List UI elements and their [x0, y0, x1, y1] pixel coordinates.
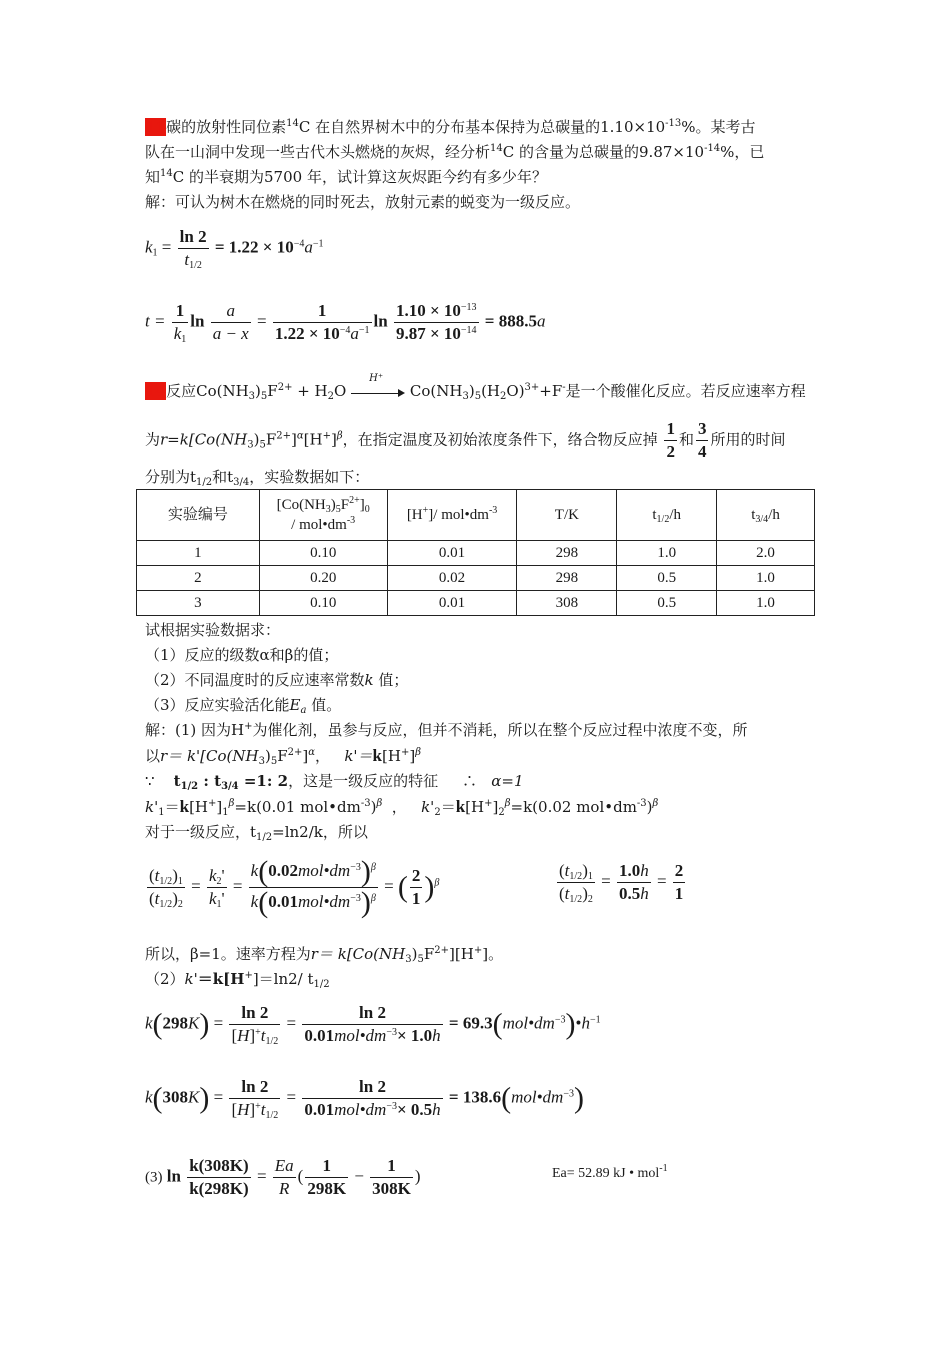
problem-number-11: 11 [146, 118, 166, 136]
table-header: $t_{1/2}/h$ [617, 490, 717, 541]
problem-number-14: 14 [146, 382, 166, 400]
table-row: 3 0.10 0.01 308 0.5 1.0 [137, 591, 815, 616]
equation-k-298: k(298K) = $\frac{\ln 2}{[H]^+t_{1/2}}$ = $\frac{\ln 2}{0.01mol•dm^{-3}\times 1.0h}$ = $69.3(mol•dm^{-3})•h^{-1}$ [145, 1003, 601, 1047]
question-2: （2）不同温度时的反应速率常数k 值； [145, 671, 409, 689]
problem-14-line1: 14反应$Co(NH_3)_5F^{2+} + H_2O$ H⁺ $Co(NH_3)_5(H_2O)^{3+}+F^-$是一个酸催化反应。若反应速率方程 [146, 373, 806, 402]
equation-k1: $k_1$ = $\frac{\ln 2}{t_{1/2}}$ = $1.22 \times 10^{-4}a^{-1}$ [145, 227, 324, 271]
problem-14-line3: 分别为$t_{1/2}$和$t_{3/4}$，实验数据如下： [145, 468, 370, 488]
table-header: [H+]/ $mol•dm^{-3}$ [387, 490, 517, 541]
equation-activation-energy: (3) ln $\frac{k(308K)}{k(298K)}$ = $\frac{Ea}{R}$ ( $\frac{1}{298K}$ − $\frac{1}{308K}$ ) [145, 1156, 421, 1198]
solution-1-text: 解：(1) 因为H+为催化剂，虽参与反应，但并不消耗，所以在整个反应过程中浓度不变，所 [145, 721, 748, 739]
reaction-arrow-icon: H⁺ [351, 385, 405, 399]
solution-beta-text: 所以，β=1。速率方程为$r= k[Co(NH_3)_5F^{2+}][H^+]$。 （2）k'＝k[H+]＝ln2/ $t_{1/2}$ [145, 945, 504, 990]
question-1: （1）反应的级数α和β的值； [145, 646, 339, 664]
table-row: 1 0.10 0.01 298 1.0 2.0 [137, 541, 815, 566]
problem-14-line2: 为$r=k[Co(NH_3)_5F^{2+}]^\alpha[H^+]^\beta$，在指定温度及初始浓度条件下，络合物反应掉 $\frac{1}{2}$ 和 $\frac{3}{4}$ 所用的时间 [145, 419, 786, 461]
table-header: $[Co(NH_3)_5F^{2+}]_0$ / $mol•dm^{-3}$ [259, 490, 387, 541]
equation-t: t = $\frac{1}{k_1}$ ln $\frac{a}{a - x}$ = $\frac{1}{1.22 \times 10^{-4}a^{-1}}$ ln $\frac{1.10 \times 10^{-13}}{9.87 \times 10^{-14}}$ = 888.5a [145, 301, 546, 345]
table-header: $t_{3/4}/h$ [717, 490, 815, 541]
solution-11-intro: 解：可认为树木在燃烧的同时死去，放射元素的蜕变为一级反应。 [145, 193, 581, 211]
table-header: T/K [517, 490, 617, 541]
activation-energy-result: Ea= 52.89 kJ • mol$^{-1}$ [552, 1163, 668, 1181]
table-header-row [137, 490, 815, 541]
equation-half-life-ratio: $\frac{(t_{1/2})_1}{(t_{1/2})_2}$ = $\frac{k_2'}{k_1'}$ = $\frac{k(0.02mol•dm^{-3})^\beta}{k(0.01mol•dm^{-3})^\beta}$ = ( $\frac{2}{1}$ )$^\beta$ [149, 855, 440, 919]
equation-k-308: k(308K) = $\frac{\ln 2}{[H]^+t_{1/2}}$ = $\frac{\ln 2}{0.01mol•dm^{-3}\times 0.5h}$ = $138.6(mol•dm^{-3})$ [145, 1077, 584, 1121]
experiment-data-table [136, 489, 815, 616]
table-header: 实验编号 [137, 490, 260, 541]
equation-hours-ratio: $\frac{(t_{1/2})_1}{(t_{1/2})_2}$ = $\frac{1.0h}{0.5h}$ = $\frac{2}{1}$ [559, 861, 684, 905]
problem-11-text: 11碳的放射性同位素$^{14}$C 在自然界树木中的分布基本保持为总碳量的$1.10\times 10^{-13}\%$。某考古 队在一山洞中发现一些古代木头燃烧的灰烬，经分析$^{14}$C 的含量为总碳量的$9.87\times 10^{-14}\%$，已 知$^{14}$C 的半衰期为5700 年，试计算这灰烬距今约有多少年？ 解：可认为树木在燃烧的同时死去，放射元素的蜕变为一级反应。 [145, 118, 765, 211]
questions-block: 试根据实验数据求： （1）反应的级数α和β的值； （2）不同温度时的反应速率常数k 值； （3）反应实验活化能$E_a$ 值。 解：(1) 因为H+为催化剂，虽参与反应，但并不消耗，所以在整个反应过程中浓度不变，所 以$r= k'[Co(NH_3)_5F^{2+}]^\alpha$， $k'=k[H^+]^\beta$ ∵ $t_{1/2}$ : $t_{3/4} =1$: 2，这是一级反应的特征 ∴ α=1 $k'_1=k[H^+]_1^\beta=k(0.01$ $mol•dm^{-3})^\beta$ ， $k'_2=k[H^+]_2^\beta=k(0.02$ $mol•dm^{-3})^\beta$ 对于一级反应，$t_{1/2}=\ln 2/k$，所以 [145, 621, 748, 843]
table-row: 2 0.20 0.02 298 0.5 1.0 [137, 566, 815, 591]
question-3: （3）反应实验活化能$E_a$ 值。 [145, 696, 342, 716]
